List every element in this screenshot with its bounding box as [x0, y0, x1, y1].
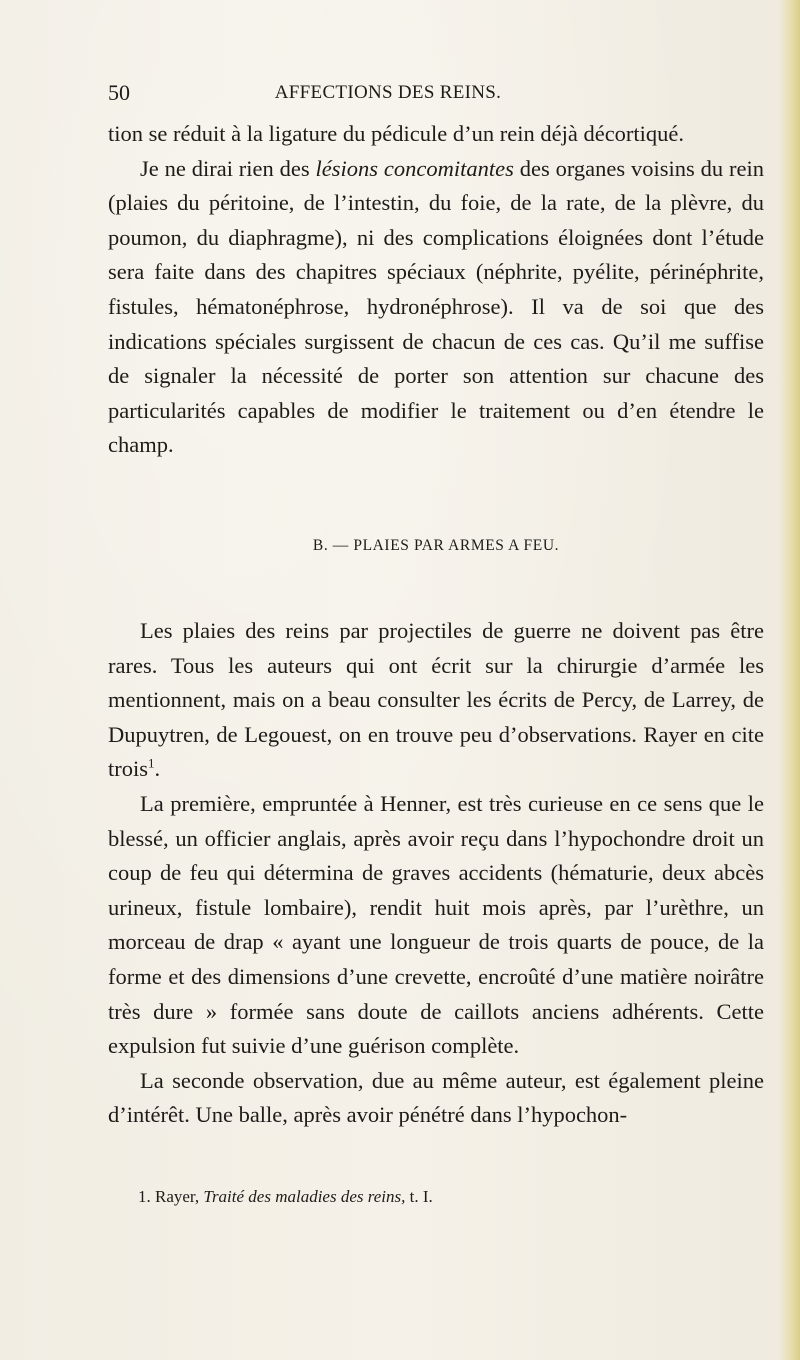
footnote-author: Rayer,: [155, 1187, 200, 1206]
paragraph-3-period: .: [154, 756, 161, 782]
paragraph-2-after: des organes voisins du rein (plaies du péritoine, de l’intestin, du foie, de la rate, de la plèvre, du poumon, du diaphragme), ni des complications éloignées dont l’étude sera faite dans des chapitres spéciaux (néphrite, pyélite, périnéphrite, fistules, hématonéphrose, hydronéphrose). Il va de soi que des indications spéciales surgissent de chacun de ces cas. Qu’il me suffise de signaler la nécessité de porter son attention sur chacune des particularités capables de modifier le traitement ou d’en étendre le champ.: [108, 155, 764, 458]
main-text-block: [108, 117, 764, 463]
footnote-volume: t. I.: [409, 1187, 433, 1206]
paragraph-2: [108, 152, 764, 463]
paragraph-4: La première, empruntée à Henner, est très curieuse en ce sens que le blessé, un officier anglais, après avoir reçu dans l’hypochondre droit un coup de feu qui détermina de graves accidents (hématurie, deux abcès urineux, fistule lombaire), rendit huit mois après, par l’urèthre, un morceau de drap « ayant une longueur de trois quarts de pouce, de la forme et des dimensions d’une crevette, encroûté d’une matière noirâtre très dure » formée sans doute de caillots anciens adhérents. Cette expulsion fut suivie d’une guérison complète.: [108, 790, 764, 1059]
paragraph-1: tion se réduit à la ligature du pédicule d’un rein déjà décortiqué.: [108, 121, 685, 146]
footnote: [138, 1185, 758, 1209]
page-number: 50: [108, 80, 130, 105]
paragraph-3-text: Les plaies des reins par projectiles de guerre ne doivent pas être rares. Tous les auteurs qui ont écrit sur la chirurgie d’armée les mentionnent, mais on a beau consulter les écrits de Percy, de Larrey, de Dupuytren, de Legouest, on en trouve peu d’observations. Rayer en cite trois: [108, 618, 764, 782]
section-text-block: [108, 614, 764, 1133]
paragraph-3: [108, 614, 764, 787]
footnote-reference[interactable]: 1: [148, 755, 155, 771]
paragraph-2-before: Je ne dirai rien des: [140, 155, 316, 181]
paragraph-5: La seconde observation, due au même auteur, est également pleine d’intérêt. Une balle, après avoir pénétré dans l’hypochon-: [108, 1067, 764, 1128]
section-heading: B. — PLAIES PAR ARMES A FEU.: [312, 537, 560, 554]
running-head: AFFECTIONS DES REINS.: [274, 82, 502, 103]
page-header: [108, 78, 748, 108]
page-edge-stain: [778, 0, 800, 1360]
footnote-number: 1.: [138, 1187, 151, 1206]
italic-emphasis: lésions concomitantes: [315, 155, 514, 181]
footnote-title: Traité des maladies des reins,: [203, 1187, 406, 1206]
